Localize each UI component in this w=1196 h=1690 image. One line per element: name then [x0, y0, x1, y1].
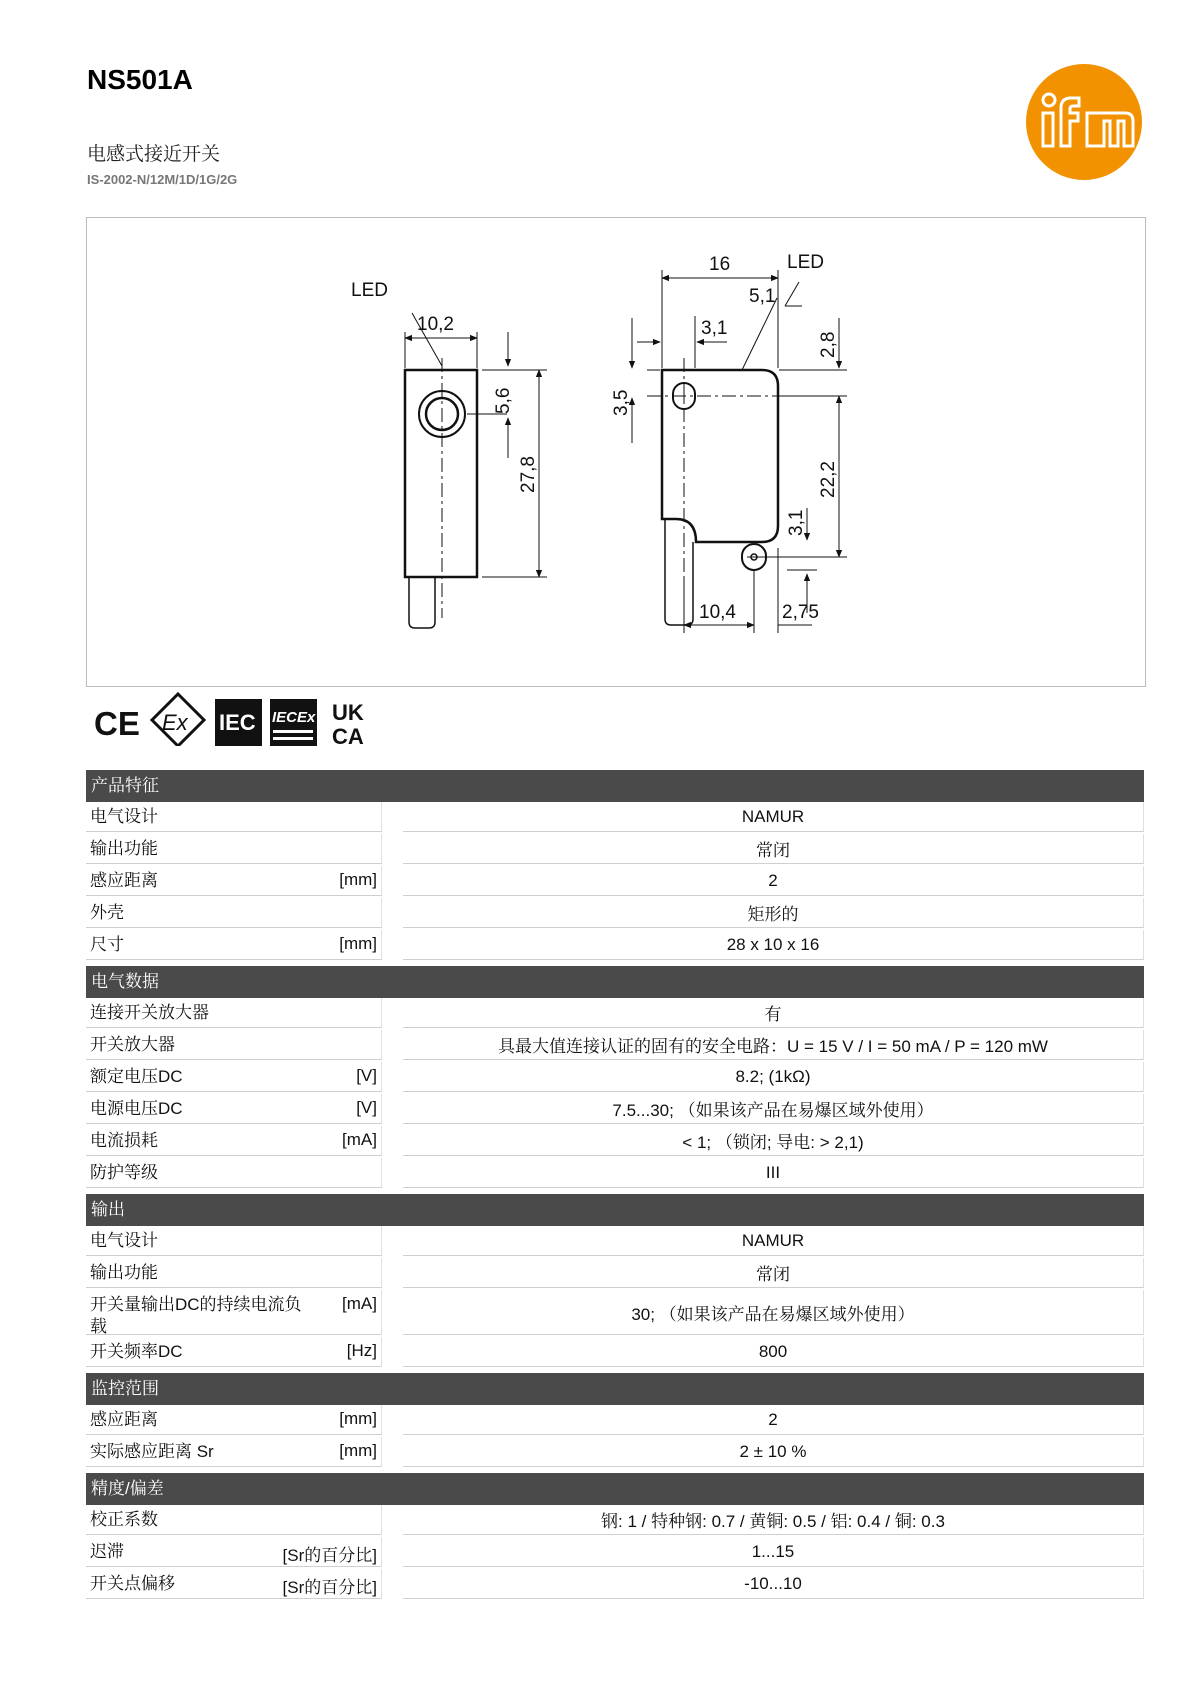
- table-row: [86, 866, 1144, 898]
- product-code: IS-2002-N/12M/1D/1G/2G: [87, 172, 238, 187]
- section-header: 产品特征: [86, 770, 1144, 802]
- row-label: 实际感应距离 Sr: [90, 1442, 214, 1461]
- row-value: -10...10: [403, 1569, 1144, 1599]
- drawing-label-3-1-top: 3,1: [701, 318, 728, 339]
- spec-table: [86, 770, 1144, 1601]
- svg-text:Ex: Ex: [162, 710, 188, 735]
- table-row: [86, 1505, 1144, 1537]
- table-row: [86, 1258, 1144, 1290]
- drawing-label-22-2: 22,2: [818, 461, 839, 498]
- row-unit: [Sr的百分比]: [282, 1546, 377, 1565]
- row-value: 800: [403, 1337, 1144, 1367]
- row-value: 7.5...30; （如果该产品在易爆区域外使用）: [403, 1094, 1144, 1124]
- svg-text:IEC: IEC: [219, 710, 256, 735]
- table-row: [86, 1094, 1144, 1126]
- drawing-label-10-2: 10,2: [417, 314, 454, 335]
- svg-text:UK: UK: [332, 700, 364, 725]
- product-title: NS501A: [87, 64, 193, 95]
- drawing-label-16: 16: [709, 254, 731, 275]
- product-subtitle: 电感式接近开关: [87, 144, 221, 165]
- row-unit: [mm]: [339, 1441, 377, 1460]
- row-unit: [mA]: [342, 1130, 377, 1149]
- ce-mark-icon: CE: [94, 705, 140, 742]
- row-value: 常闭: [403, 834, 1144, 864]
- ifm-logo: [1025, 63, 1143, 181]
- table-row: [86, 1537, 1144, 1569]
- row-value: NAMUR: [403, 1226, 1144, 1256]
- table-row: [86, 1158, 1144, 1190]
- row-value: 有: [403, 998, 1144, 1028]
- row-value: 常闭: [403, 1258, 1144, 1288]
- row-unit: [mA]: [342, 1294, 377, 1313]
- row-value: 2 ± 10 %: [403, 1437, 1144, 1467]
- section-header: 输出: [86, 1194, 1144, 1226]
- drawing-label-5-1: 5,1: [749, 286, 776, 307]
- table-row: [86, 1569, 1144, 1601]
- drawing-label-2-75: 2,75: [782, 602, 819, 623]
- row-label: 开关点偏移: [90, 1574, 175, 1593]
- row-label: 开关频率DC: [90, 1342, 183, 1361]
- row-unit: [mm]: [339, 1409, 377, 1428]
- row-label: 迟滞: [90, 1542, 124, 1561]
- table-row: [86, 998, 1144, 1030]
- table-row: [86, 1405, 1144, 1437]
- ex-mark-icon: [152, 694, 204, 746]
- row-value: < 1; （锁闭; 导电: > 2,1): [403, 1126, 1144, 1156]
- table-row: [86, 1062, 1144, 1094]
- row-label: 感应距离: [90, 871, 158, 890]
- table-row: [86, 802, 1144, 834]
- row-label: 防护等级: [90, 1163, 158, 1182]
- ukca-mark-icon: [332, 700, 364, 746]
- table-row: [86, 1290, 1144, 1337]
- table-row: [86, 1126, 1144, 1158]
- section-header: 监控范围: [86, 1373, 1144, 1405]
- row-value: 2: [403, 866, 1144, 896]
- row-value: 矩形的: [403, 898, 1144, 928]
- row-label: 电流损耗: [90, 1131, 158, 1150]
- row-unit: [Hz]: [346, 1341, 377, 1360]
- svg-text:CA: CA: [332, 724, 364, 746]
- row-label: 额定电压DC: [90, 1067, 183, 1086]
- table-row: [86, 1437, 1144, 1469]
- section-header: 电气数据: [86, 966, 1144, 998]
- row-label: 尺寸: [90, 935, 124, 954]
- row-value: 28 x 10 x 16: [403, 930, 1144, 960]
- row-label: 开关放大器: [90, 1035, 175, 1054]
- row-label: 输出功能: [90, 839, 158, 858]
- section-header: 精度/偏差: [86, 1473, 1144, 1505]
- row-label: 外壳: [90, 903, 124, 922]
- drawing-label-led-left: LED: [351, 280, 388, 301]
- row-unit: [Sr的百分比]: [282, 1578, 377, 1597]
- row-value: 钢: 1 / 特种钢: 0.7 / 黄铜: 0.5 / 铝: 0.4 / 铜: 0.3: [403, 1505, 1144, 1535]
- dimension-drawing: [86, 217, 1146, 687]
- row-value: NAMUR: [403, 802, 1144, 832]
- drawing-label-led-right: LED: [787, 252, 824, 273]
- table-row: [86, 898, 1144, 930]
- iecex-mark-icon: [270, 699, 317, 746]
- row-unit: [mm]: [339, 934, 377, 953]
- table-row: [86, 1337, 1144, 1369]
- drawing-label-5-6: 5,6: [493, 387, 514, 414]
- drawing-label-2-8: 2,8: [818, 331, 839, 358]
- row-label: 电气设计: [90, 807, 158, 826]
- certification-marks: [92, 690, 392, 746]
- table-row: [86, 834, 1144, 866]
- row-label: 电源电压DC: [90, 1099, 183, 1118]
- svg-text:IECEx: IECEx: [272, 709, 316, 726]
- row-label: 输出功能: [90, 1263, 158, 1282]
- drawing-label-10-4: 10,4: [699, 602, 736, 623]
- row-label: 校正系数: [90, 1510, 158, 1529]
- row-unit: [V]: [356, 1066, 377, 1085]
- drawing-label-3-1-side: 3,1: [786, 509, 807, 536]
- row-unit: [V]: [356, 1098, 377, 1117]
- row-value: III: [403, 1158, 1144, 1188]
- row-label: 开关量输出DC的持续电流负载: [90, 1295, 302, 1336]
- row-value: 2: [403, 1405, 1144, 1435]
- iec-mark-icon: [215, 699, 262, 746]
- drawing-label-27-8: 27,8: [518, 456, 539, 493]
- row-value: 30; （如果该产品在易爆区域外使用）: [403, 1290, 1144, 1335]
- row-value: 8.2; (1kΩ): [403, 1062, 1144, 1092]
- row-value: 1...15: [403, 1537, 1144, 1567]
- table-row: [86, 1030, 1144, 1062]
- table-row: [86, 930, 1144, 962]
- table-row: [86, 1226, 1144, 1258]
- row-label: 感应距离: [90, 1410, 158, 1429]
- row-label: 电气设计: [90, 1231, 158, 1250]
- row-value: 具最大值连接认证的固有的安全电路：U = 15 V / I = 50 mA / P = 120 mW: [403, 1030, 1144, 1060]
- row-unit: [mm]: [339, 870, 377, 889]
- drawing-label-3-5: 3,5: [611, 389, 632, 416]
- row-label: 连接开关放大器: [90, 1003, 209, 1022]
